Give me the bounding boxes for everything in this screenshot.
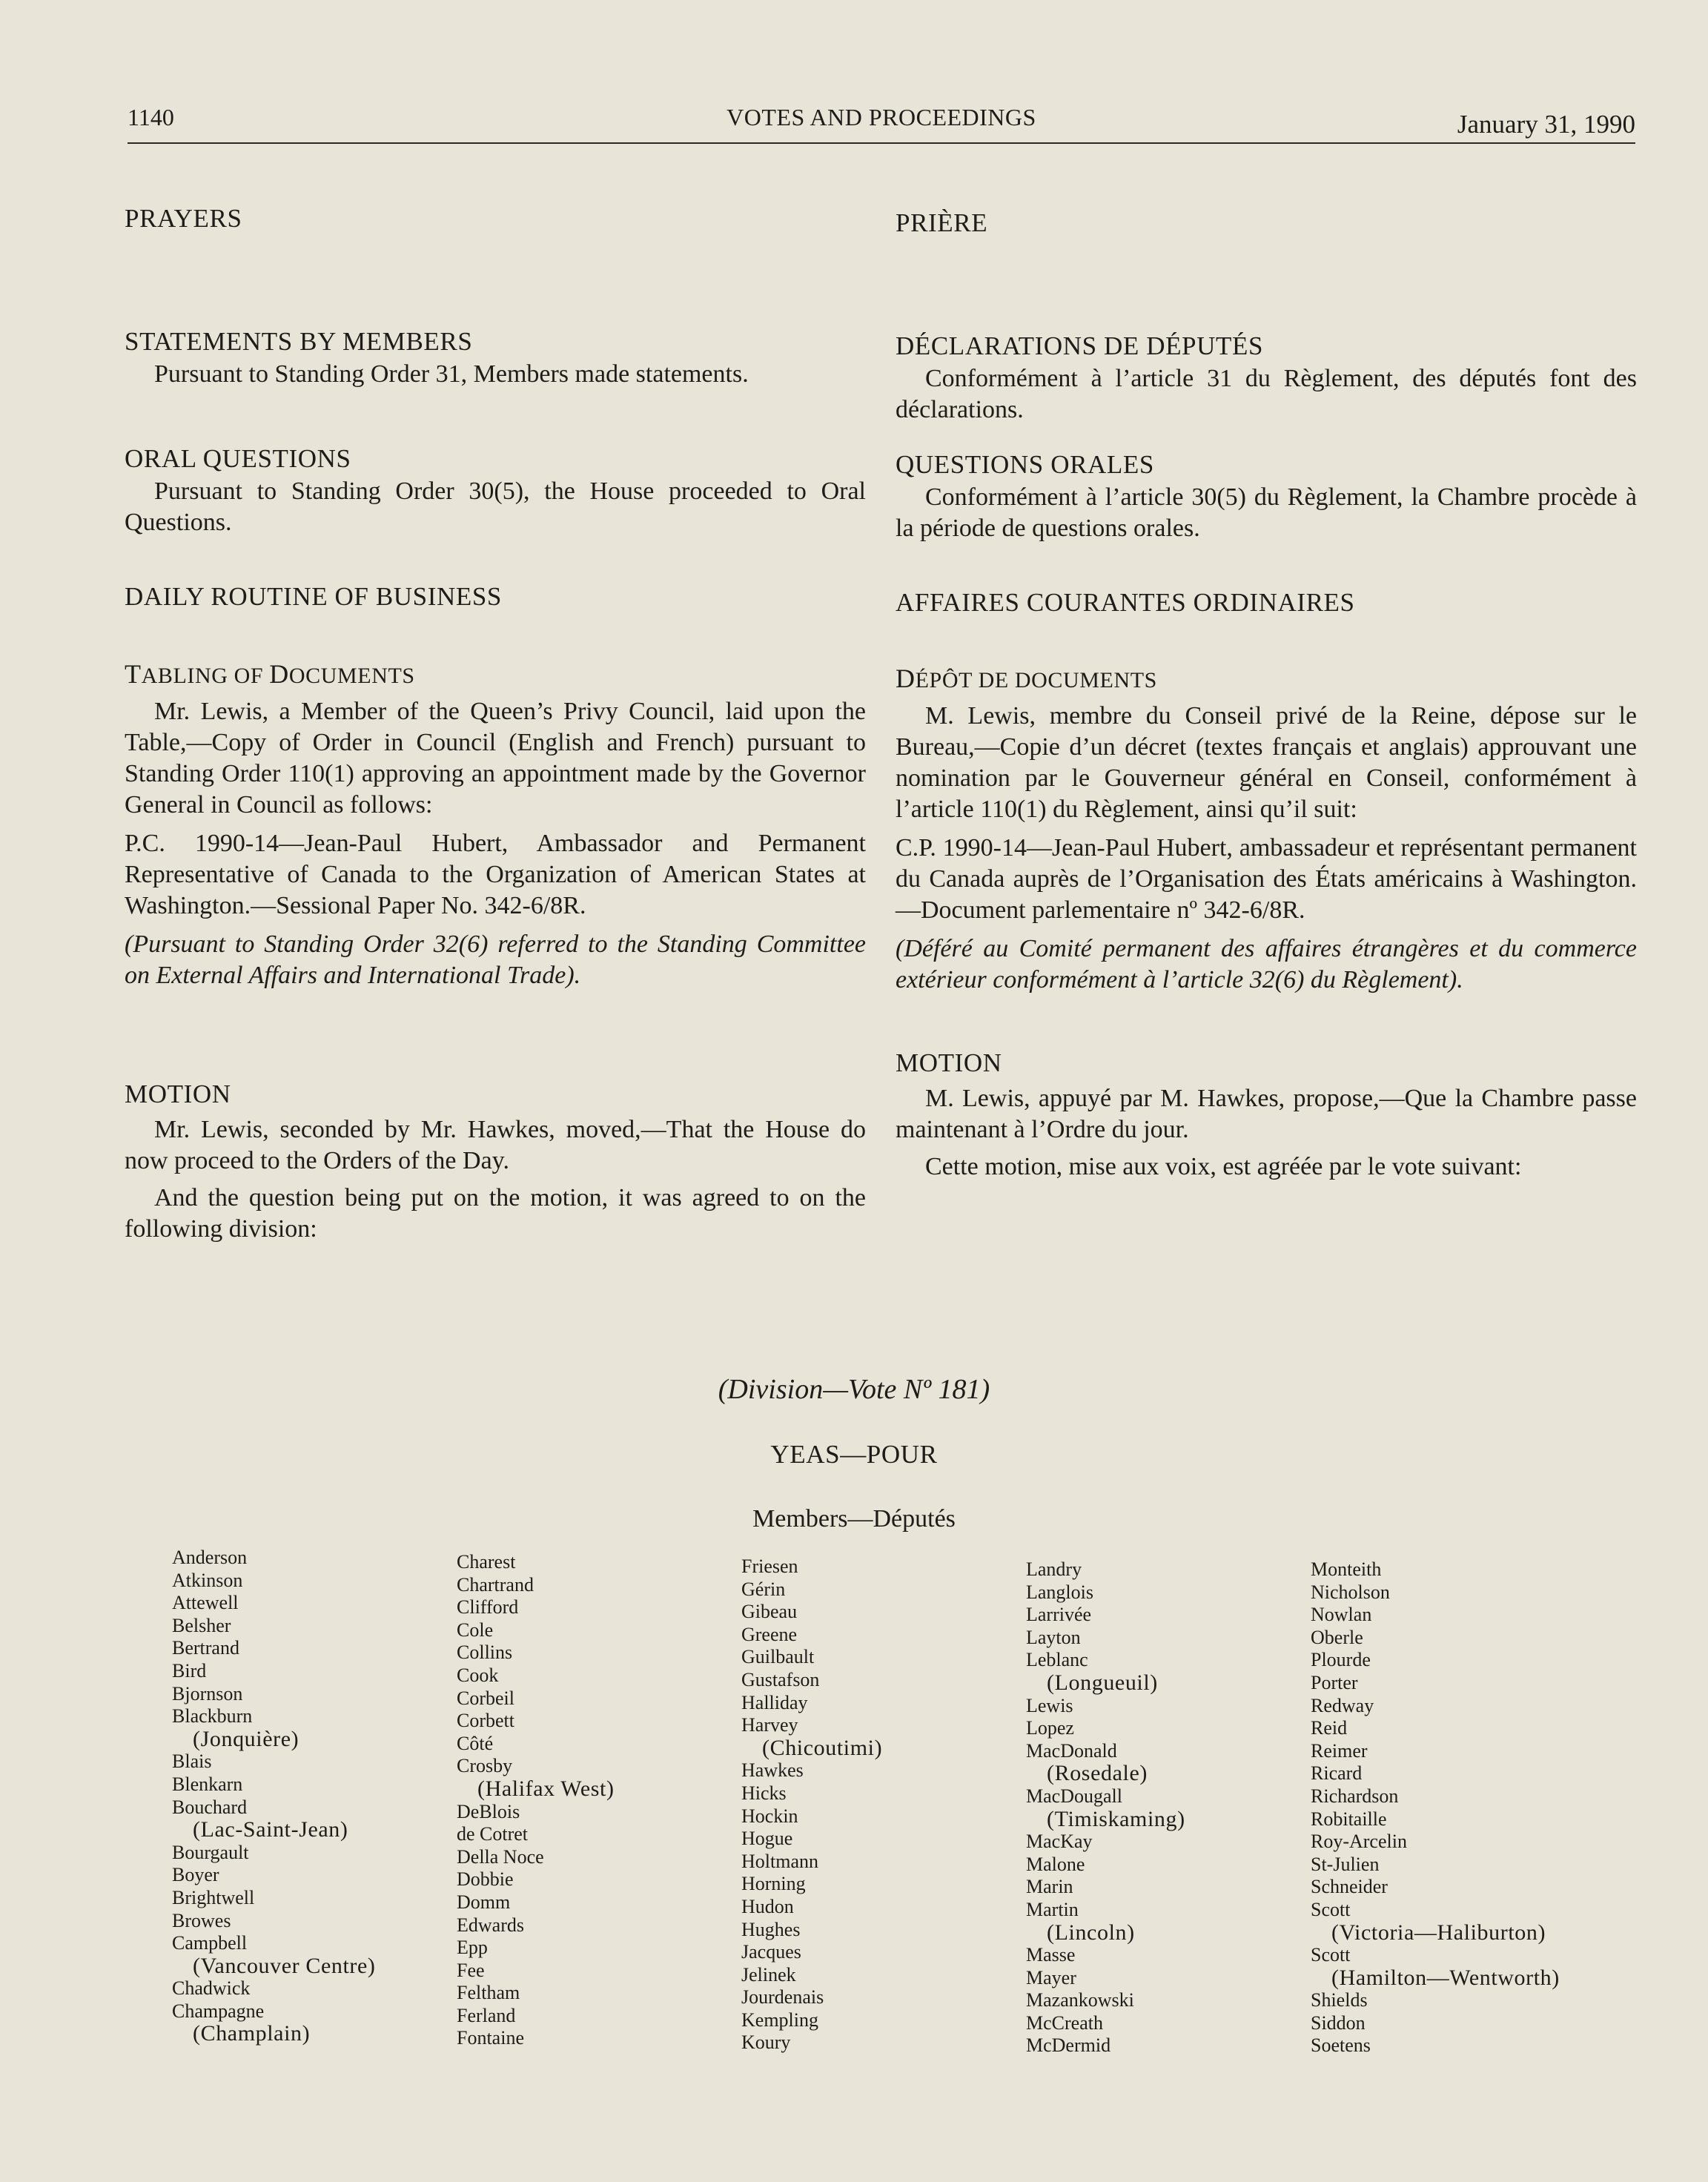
oral-questions-heading: ORAL QUESTIONS [125,444,351,473]
members-heading: Members—Députés [752,1505,956,1533]
member-name: Boyer [172,1864,219,1886]
member-name: Porter [1311,1671,1358,1693]
member-name: Champagne [172,2000,265,2022]
page-number: 1140 [128,104,174,130]
member-name: Cook [457,1664,499,1686]
page-date: January 31, 1990 [1457,110,1635,139]
member-name: Belsher [172,1614,231,1636]
member-name: Crosby [457,1755,513,1777]
member-name: Masse [1026,1944,1076,1966]
member-name: Côté [457,1732,494,1754]
member-name: (Champlain) [193,2021,311,2046]
member-name: Domm [457,1891,511,1913]
names-column-4 [1026,1558,1185,2057]
member-name: Langlois [1026,1581,1093,1603]
member-name: Redway [1311,1694,1374,1716]
member-name: (Rosedale) [1047,1761,1148,1786]
member-name: (Longueuil) [1047,1670,1158,1695]
member-name: Browes [172,1909,231,1931]
question-text: And the question being put on the motion, it was agreed to on the following division: [125,1184,866,1243]
motion-fr-heading: MOTION [896,1048,1002,1077]
member-name: Hawkes [741,1759,804,1782]
member-name: (Victoria—Haliburton) [1331,1920,1546,1945]
member-name: Malone [1026,1853,1085,1875]
header-rule [128,142,1635,144]
member-name: Bertrand [172,1637,239,1659]
member-name: Fee [457,1959,485,1981]
member-name: Gibeau [741,1601,798,1623]
vote-fr-text: Cette motion, mise aux voix, est agréée par le vote suivant: [925,1153,1522,1180]
member-name: Gustafson [741,1668,820,1690]
tabling-heading: TABLING OF DOCUMENTS [125,659,415,689]
names-column-5 [1311,1558,1560,2057]
member-name: Attewell [172,1592,239,1614]
member-name: Brightwell [172,1886,255,1908]
names-column-1 [172,1547,376,2046]
member-name: Hicks [741,1782,787,1804]
member-name: Schneider [1311,1876,1388,1898]
member-name: Edwards [457,1914,524,1936]
member-name: Larrivée [1026,1604,1092,1626]
tabling-text: Mr. Lewis, a Member of the Queen’s Privy Council, laid upon the Table,—Copy of Order in Council (English and French) pursuant to Standing Order 110(1) approving an appointment made by the Governor General in Council as follows: [125,698,866,819]
declarations-heading: DÉCLARATIONS DE DÉPUTÉS [896,331,1264,360]
names-column-2 [457,1551,615,2050]
member-name: Collins [457,1642,513,1664]
depot-text: M. Lewis, membre du Conseil privé de la Reine, dépose sur le Bureau,—Copie d’un décret (textes français et anglais) approuvant une nomination par le Gouverneur général en Conseil, conformément à l’article 110(1) du Règlement, ainsi qu’il suit: [896,702,1637,823]
member-name: Leblanc [1026,1649,1088,1671]
member-name: Jacques [741,1941,801,1963]
division-label: (Division—Vote Nº 181) [718,1374,990,1405]
member-name: (Jonquière) [193,1726,299,1751]
member-name: Dobbie [457,1868,514,1891]
member-name: Jourdenais [741,1986,824,2009]
member-name: Della Noce [457,1845,544,1868]
oral-questions-text: Pursuant to Standing Order 30(5), the House proceeded to Oral Questions. [125,477,866,536]
prayers-heading: PRAYERS [125,204,242,233]
english-column [125,200,866,1245]
affaires-courantes-heading: AFFAIRES COURANTES ORDINAIRES [896,588,1355,617]
member-name: Siddon [1311,2011,1366,2034]
member-name: Plourde [1311,1649,1371,1671]
member-name: Holtmann [741,1850,818,1872]
member-name: Epp [457,1937,488,1959]
member-name: MacDougall [1026,1785,1122,1807]
member-name: Bird [172,1659,207,1682]
member-name: (Lincoln) [1047,1920,1135,1945]
pc-text: P.C. 1990-14—Jean-Paul Hubert, Ambassador and Permanent Representative of Canada to the Organization of American States at Washington.—Sessional Paper No. 342-6/8R. [125,830,866,919]
member-name: Kempling [741,2009,818,2031]
motion-text: Mr. Lewis, seconded by Mr. Hawkes, moved,—That the House do now proceed to the Orders of the Day. [125,1116,866,1174]
member-name: Blenkarn [172,1773,243,1795]
member-name: Chartrand [457,1573,534,1596]
member-name: Campbell [172,1932,248,1954]
member-name: Reid [1311,1717,1348,1739]
member-name: Ferland [457,2004,516,2026]
member-name: Richardson [1311,1785,1399,1807]
member-name: Corbeil [457,1687,514,1709]
declarations-text: Conformément à l’article 31 du Règlement, des députés font des déclarations. [896,365,1637,423]
member-name: de Cotret [457,1823,529,1845]
member-name: (Lac-Saint-Jean) [193,1817,348,1842]
member-name: Hockin [741,1805,798,1827]
member-name: (Vancouver Centre) [193,1953,376,1978]
member-name: Chadwick [172,1977,251,2000]
member-name: Layton [1026,1626,1081,1648]
member-name: Friesen [741,1555,798,1577]
cp-text: C.P. 1990-14—Jean-Paul Hubert, ambassadeur et représentant permanent du Canada auprès de l’Organisation des États américains à Washington.—Document parlementaire nº 342-6/8R. [896,834,1637,924]
member-name: MacDonald [1026,1739,1117,1762]
member-name: Mayer [1026,1966,1076,1988]
member-name: Charest [457,1551,516,1573]
member-name: Cole [457,1619,494,1641]
member-name: Jelinek [741,1963,796,1986]
member-name: (Timiskaming) [1047,1806,1185,1831]
member-name: Feltham [457,1982,520,2004]
member-name: Lopez [1026,1717,1074,1739]
questions-orales-heading: QUESTIONS ORALES [896,450,1154,479]
member-name: Robitaille [1311,1808,1387,1830]
yeas-heading: YEAS—POUR [770,1440,938,1469]
member-name: Ricard [1311,1762,1363,1785]
member-name: Greene [741,1623,798,1645]
running-head [128,104,1635,145]
member-name: Oberle [1311,1626,1363,1648]
member-name: Reimer [1311,1739,1368,1762]
member-name: Bouchard [172,1796,248,1818]
member-name: Blackburn [172,1705,253,1728]
french-column [896,200,1637,1183]
member-name: Atkinson [172,1569,243,1591]
statements-text: Pursuant to Standing Order 31, Members made statements. [154,360,749,388]
motion-fr-text: M. Lewis, appuyé par M. Hawkes, propose,—Que la Chambre passe maintenant à l’Ordre du jour. [896,1085,1637,1143]
member-name: Shields [1311,1989,1368,2011]
questions-orales-text: Conformément à l’article 30(5) du Règlement, la Chambre procède à la période de questions orales. [896,483,1637,542]
member-name: Guilbault [741,1646,815,1668]
names-column-3 [741,1555,882,2054]
member-name: Corbett [457,1710,514,1732]
member-name: Bjornson [172,1682,243,1705]
member-name: (Chicoutimi) [762,1735,883,1760]
member-name: McCreath [1026,2011,1103,2034]
member-name: Halliday [741,1691,808,1713]
member-name: DeBlois [457,1800,520,1822]
member-name: (Hamilton—Wentworth) [1331,1965,1560,1990]
member-name: Landry [1026,1558,1082,1580]
member-name: Martin [1026,1898,1079,1920]
member-name: Monteith [1311,1558,1382,1580]
member-name: Hughes [741,1918,801,1940]
member-name: Soetens [1311,2034,1371,2057]
member-name: Blais [172,1750,212,1773]
member-name: Nicholson [1311,1581,1390,1603]
member-name: Harvey [741,1714,798,1736]
priere-heading: PRIÈRE [896,208,988,237]
member-name: (Halifax West) [477,1776,615,1801]
member-name: MacKay [1026,1831,1093,1853]
referral-text: (Pursuant to Standing Order 32(6) referred to the Standing Committee on External Affairs and International Trade). [125,930,866,989]
member-name: Lewis [1026,1694,1073,1716]
member-name: Roy-Arcelin [1311,1831,1407,1853]
member-name: Marin [1026,1876,1073,1898]
member-name: Scott [1311,1898,1351,1920]
member-name: McDermid [1026,2034,1111,2057]
member-name: Nowlan [1311,1604,1372,1626]
routine-heading: DAILY ROUTINE OF BUSINESS [125,582,502,611]
motion-heading: MOTION [125,1080,231,1108]
member-name: Mazankowski [1026,1989,1134,2011]
member-name: Bourgault [172,1841,249,1863]
member-name: Hogue [741,1828,793,1850]
member-name: Horning [741,1873,806,1895]
member-name: Koury [741,2031,791,2054]
statements-heading: STATEMENTS BY MEMBERS [125,327,473,356]
depot-heading: DÉPÔT DE DOCUMENTS [896,664,1157,693]
running-title: VOTES AND PROCEEDINGS [726,104,1036,130]
member-name: Hudon [741,1895,794,1917]
member-name: Anderson [172,1547,248,1568]
member-name: Gérin [741,1578,786,1600]
member-name: Clifford [457,1596,519,1619]
member-name: Scott [1311,1944,1351,1966]
member-name: Fontaine [457,2027,524,2049]
renvoi-text: (Déféré au Comité permanent des affaires étrangères et du commerce extérieur conformément à l’article 32(6) du Règlement). [896,935,1637,994]
member-name: St-Julien [1311,1853,1380,1875]
